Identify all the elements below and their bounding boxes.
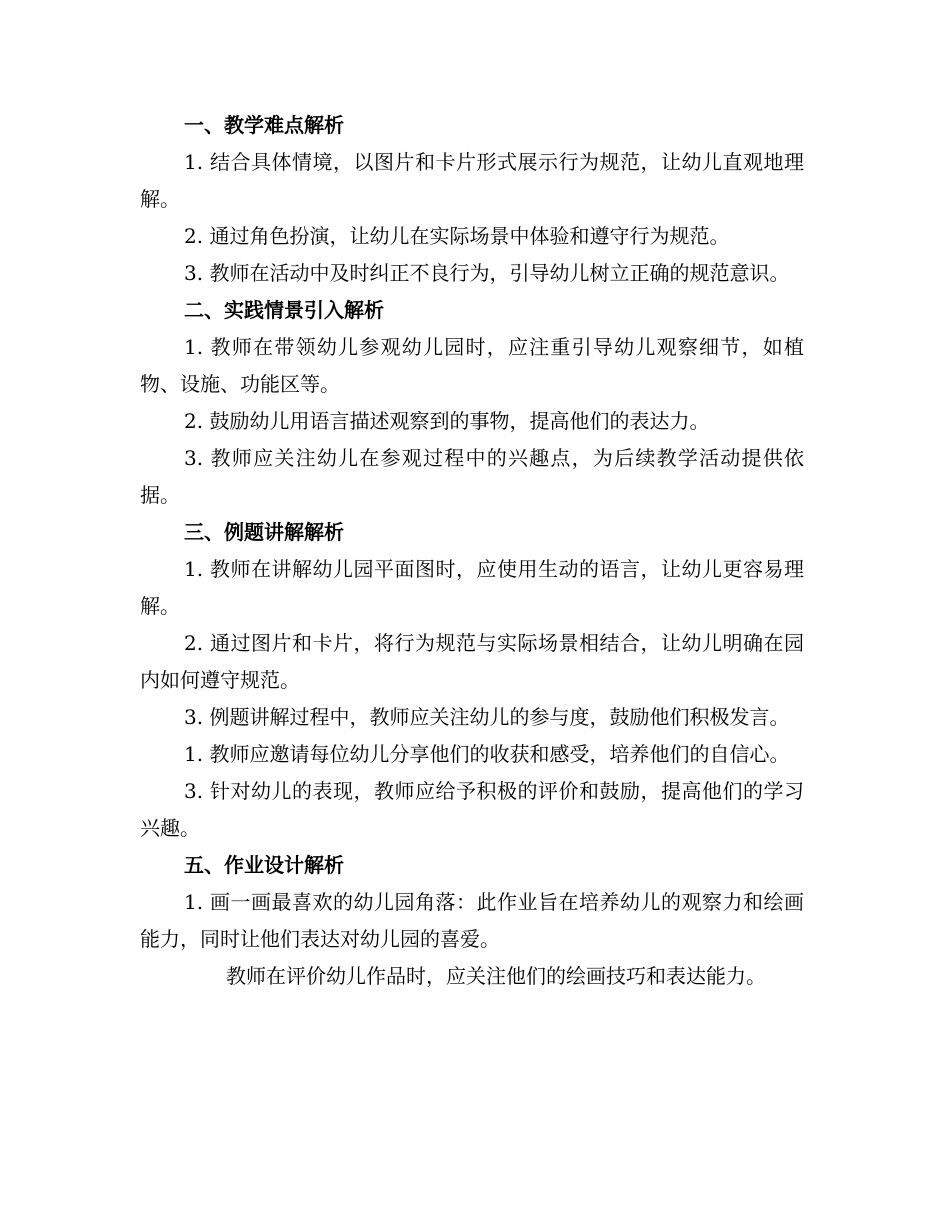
paragraph: 2. 鼓励幼儿用语言描述观察到的事物，提高他们的表达力。 xyxy=(184,409,710,433)
paragraph: 1. 教师在带领幼儿参观幼儿园时，应注重引导幼儿观察细节，如植物、设施、功能区等。 xyxy=(140,335,804,396)
section-heading: 二、实践情景引入解析 xyxy=(184,298,384,322)
trailing-paragraph: 教师在评价幼儿作品时，应关注他们的绘画技巧和表达能力。 xyxy=(226,964,766,988)
paragraph: 3. 针对幼儿的表现，教师应给予积极的评价和鼓励，提高他们的学习兴趣。 xyxy=(140,779,804,840)
document-page xyxy=(140,107,804,995)
paragraph: 3. 教师应关注幼儿在参观过程中的兴趣点，为后续教学活动提供依据。 xyxy=(140,446,804,507)
section-heading: 五、作业设计解析 xyxy=(184,853,344,877)
paragraph: 3. 例题讲解过程中，教师应关注幼儿的参与度，鼓励他们积极发言。 xyxy=(184,705,790,729)
paragraph: 3. 教师在活动中及时纠正不良行为，引导幼儿树立正确的规范意识。 xyxy=(184,261,790,285)
paragraph: 2. 通过角色扮演，让幼儿在实际场景中体验和遵守行为规范。 xyxy=(184,224,730,248)
section-heading: 一、教学难点解析 xyxy=(184,113,344,137)
paragraph: 1. 教师在讲解幼儿园平面图时，应使用生动的语言，让幼儿更容易理解。 xyxy=(140,557,804,618)
paragraph: 1. 画一画最喜欢的幼儿园角落：此作业旨在培养幼儿的观察力和绘画能力，同时让他们表达对幼儿园的喜爱。 xyxy=(140,890,804,951)
paragraph: 1. 教师应邀请每位幼儿分享他们的收获和感受，培养他们的自信心。 xyxy=(184,742,790,766)
paragraph: 1. 结合具体情境，以图片和卡片形式展示行为规范，让幼儿直观地理解。 xyxy=(140,150,804,211)
section-heading: 三、例题讲解解析 xyxy=(184,520,344,544)
paragraph: 2. 通过图片和卡片，将行为规范与实际场景相结合，让幼儿明确在园内如何遵守规范。 xyxy=(140,631,804,692)
